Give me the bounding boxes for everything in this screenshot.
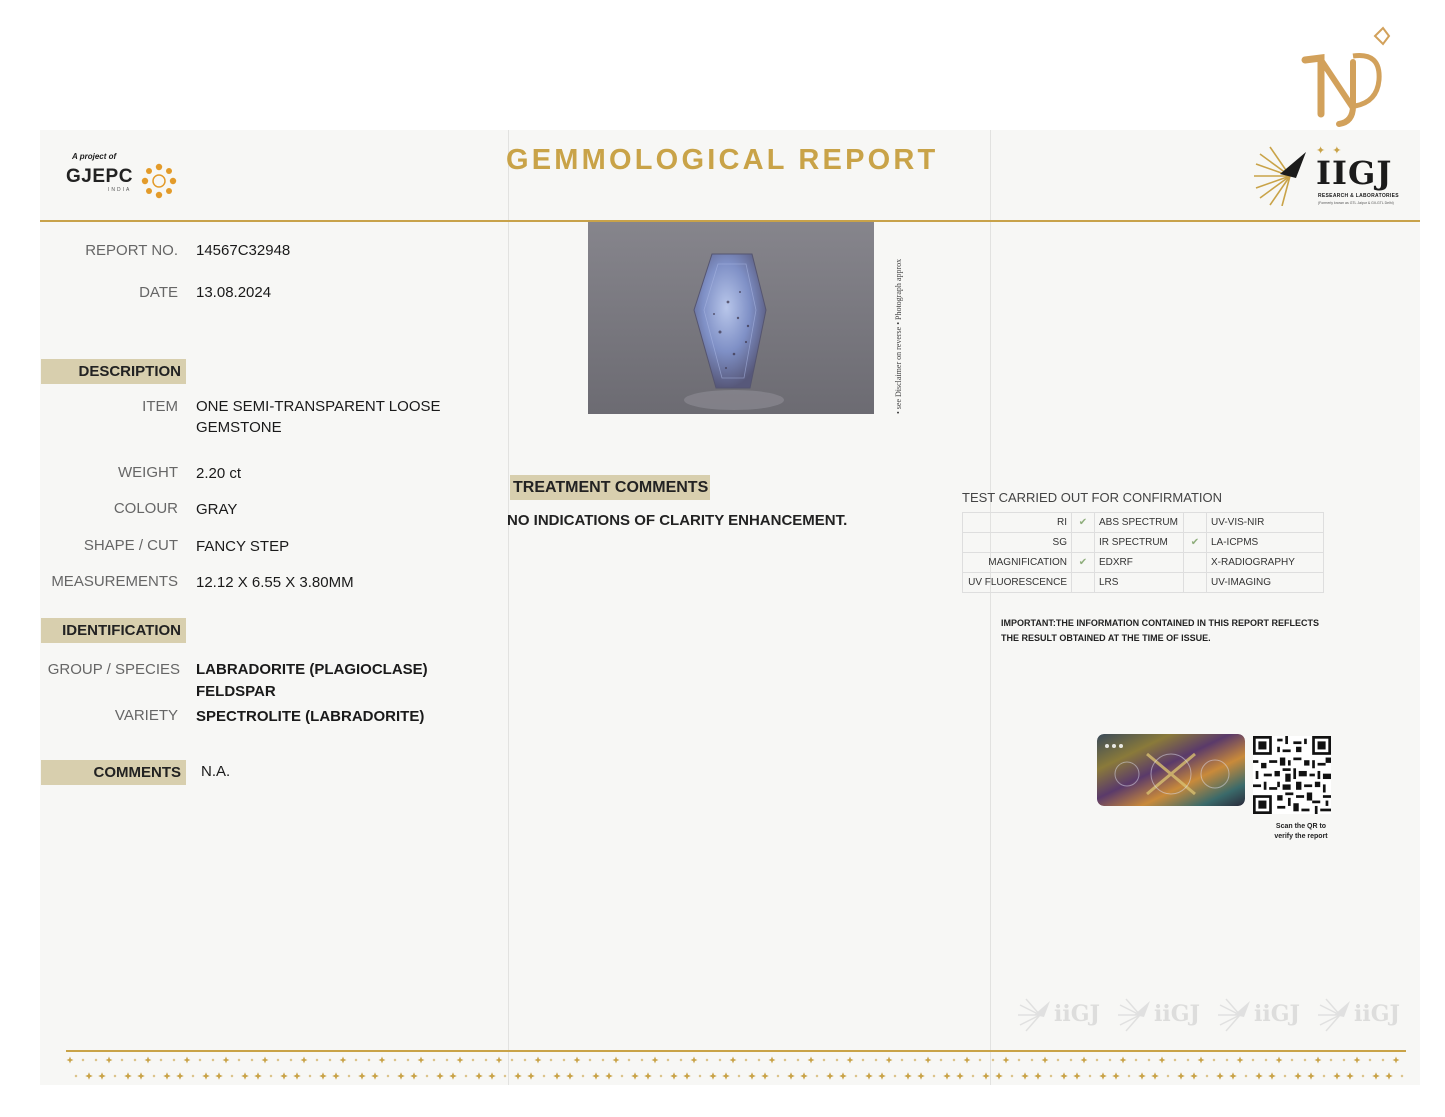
star-icon [1003,1057,1010,1064]
tests-heading: TEST CARRIED OUT FOR CONFIRMATION [962,490,1223,505]
report-date: 13.08.2024 [196,284,272,301]
star-icon [698,1074,701,1077]
star-icon [198,1058,201,1061]
gemstone-image-icon [588,222,874,414]
star-icon [1385,1072,1393,1080]
star-icon [202,1072,210,1080]
iigj-name: IIGJ [1316,154,1393,192]
check-icon [1184,513,1207,533]
star-icon [250,1058,253,1061]
treatment-value: NO INDICATIONS OF CLARITY ENHANCEMENT. [507,512,848,529]
star-icon [163,1072,171,1080]
star-icon [393,1058,396,1061]
check-icon [1184,573,1207,593]
star-icon [952,1058,955,1061]
star-icon [861,1058,864,1061]
gemstone-photo [588,222,874,414]
table-row [963,573,1324,593]
star-icon [527,1072,535,1080]
star-icon [1127,1074,1130,1077]
species-value-line1: LABRADORITE (PLAGIOCLASE) [196,661,428,678]
star-icon [787,1072,795,1080]
star-icon [397,1072,405,1080]
star-icon [1099,1072,1107,1080]
star-icon [592,1072,600,1080]
star-icon [562,1058,565,1061]
star-icon [215,1072,223,1080]
gjepc-logo [64,150,204,206]
star-icon [956,1072,964,1080]
star-icon [808,1057,815,1064]
star-icon [709,1072,717,1080]
star-icon [488,1072,496,1080]
treatment-heading: TREATMENT COMMENTS [510,475,710,500]
star-icon [535,1057,542,1064]
star-icon [510,1058,513,1061]
star-icon [1216,1072,1224,1080]
star-icon [893,1074,896,1077]
star-icon [1095,1058,1098,1061]
star-icon [1400,1074,1403,1077]
star-icon [254,1072,262,1080]
star-icon [744,1058,747,1061]
star-icon [925,1057,932,1064]
variety-value: SPECTROLITE (LABRADORITE) [196,708,425,725]
colour-label: COLOUR [113,500,178,517]
star-icon [289,1058,292,1061]
check-icon: ✔ [1072,513,1095,533]
star-icon [730,1057,737,1064]
check-icon [1072,533,1095,553]
star-icon [184,1057,191,1064]
star-icon [553,1072,561,1080]
star-icon [1354,1057,1361,1064]
item-value-line2: GEMSTONE [196,419,282,436]
star-icon [269,1074,272,1077]
report-title: GEMMOLOGICAL REPORT [506,144,939,176]
star-icon [601,1058,604,1061]
star-icon [496,1057,503,1064]
star-icon [432,1058,435,1061]
star-icon [574,1057,581,1064]
star-icon [917,1072,925,1080]
report-number: 14567C32948 [196,242,291,259]
gjepc-tagline: A project of [72,152,117,161]
star-icon [1307,1072,1315,1080]
star-icon [865,1072,873,1080]
star-icon [1081,1057,1088,1064]
star-icon [964,1057,971,1064]
star-icon [1134,1058,1137,1061]
star-icon [1290,1058,1293,1061]
star-icon [379,1057,386,1064]
tests-table [962,512,1324,593]
star-icon [230,1074,233,1077]
star-icon [106,1057,113,1064]
star-icon [1303,1058,1306,1061]
star-icon [796,1058,799,1061]
star-icon [1173,1058,1176,1061]
star-icon [1190,1072,1198,1080]
star-icon [605,1072,613,1080]
star-icon [1342,1058,1345,1061]
star-icon [1017,1058,1020,1061]
star-icon [1283,1074,1286,1077]
star-icon [172,1058,175,1061]
check-icon: ✔ [1184,533,1207,553]
star-icon [137,1072,145,1080]
star-icon [1346,1072,1354,1080]
star-icon [1276,1057,1283,1064]
star-icon [640,1058,643,1061]
star-icon [113,1074,116,1077]
star-icon [722,1072,730,1080]
star-icon [133,1058,136,1061]
iigj-logo [1250,142,1410,212]
decorative-star-border [66,1048,1406,1088]
star-icon [484,1058,487,1061]
photo-disclaimer: • see Disclaimer on reverse • Photograph approx [894,258,903,414]
star-icon [319,1072,327,1080]
star-icon [620,1074,623,1077]
star-icon [1120,1057,1127,1064]
star-icon [1229,1072,1237,1080]
star-icon [436,1072,444,1080]
star-icon [800,1072,808,1080]
star-icon [900,1058,903,1061]
star-icon [826,1072,834,1080]
star-icon [445,1058,448,1061]
check-icon [1072,573,1095,593]
star-icon [1147,1058,1150,1061]
star-icon [1205,1074,1208,1077]
star-icon [1021,1072,1029,1080]
watermark-logo: iiGJ [1316,997,1406,1033]
star-icon [1166,1074,1169,1077]
item-value-line1: ONE SEMI-TRANSPARENT LOOSE [196,398,441,415]
variety-label: VARIETY [114,707,178,724]
star-icon [1361,1074,1364,1077]
star-icon [737,1074,740,1077]
star-icon [1042,1057,1049,1064]
test-name: X-RADIOGRAPHY [1207,553,1324,573]
star-icon [340,1057,347,1064]
star-icon [666,1058,669,1061]
star-icon [503,1074,506,1077]
test-name: LA-ICPMS [1207,533,1324,553]
comments-heading: COMMENTS [41,760,186,785]
star-icon [566,1072,574,1080]
star-icon [1030,1058,1033,1061]
important-text: THE INFORMATION CONTAINED IN THIS REPORT REFLECTS THE RESULT OBTAINED AT THE TIME OF ISSUE. [1001,618,1319,643]
qr-code-icon[interactable] [1253,736,1331,814]
star-icon [854,1074,857,1077]
star-icon [1056,1058,1059,1061]
star-icon [1322,1074,1325,1077]
star-icon [1073,1072,1081,1080]
star-icon [308,1074,311,1077]
star-icon [549,1058,552,1061]
star-icon [74,1074,77,1077]
comments-value: N.A. [201,763,231,780]
watermark-sunburst-icon [1316,997,1352,1033]
star-icon [1159,1057,1166,1064]
star-icon [347,1074,350,1077]
star-icon [1112,1072,1120,1080]
star-icon [1244,1074,1247,1077]
star-icon [1151,1072,1159,1080]
watermark-logo: iiGJ [1216,997,1306,1033]
shape-label: SHAPE / CUT [83,537,178,554]
identification-heading: IDENTIFICATION [41,618,186,643]
hologram-seal [1097,734,1245,806]
star-icon [1034,1072,1042,1080]
date-label: DATE [139,284,178,301]
star-icon [354,1058,357,1061]
star-icon [471,1058,474,1061]
star-icon [683,1072,691,1080]
test-name: UV-IMAGING [1207,573,1324,593]
test-name: UV-VIS-NIR [1207,513,1324,533]
fold-line [990,130,991,1085]
star-icon [835,1058,838,1061]
test-name: MAGNIFICATION [963,553,1072,573]
nj-logo-icon [1295,22,1395,127]
star-icon [718,1058,721,1061]
star-icon [1088,1074,1091,1077]
star-icon [145,1057,152,1064]
colour-value: GRAY [196,501,238,518]
star-icon [748,1072,756,1080]
star-icon [85,1072,93,1080]
star-icon [847,1057,854,1064]
table-row [963,553,1324,573]
star-icon [1368,1058,1371,1061]
star-icon [761,1072,769,1080]
star-icon [241,1072,249,1080]
star-icon [1212,1058,1215,1061]
star-icon [627,1058,630,1061]
test-name: IR SPECTRUM [1095,533,1184,553]
star-icon [631,1072,639,1080]
star-icon [776,1074,779,1077]
star-icon [1225,1058,1228,1061]
star-icon [211,1058,214,1061]
weight-value: 2.20 ct [196,465,242,482]
star-icon [1372,1072,1380,1080]
star-icon [1060,1072,1068,1080]
star-icon [839,1072,847,1080]
watermark-logo: iiGJ [1116,997,1206,1033]
star-icon [386,1074,389,1077]
star-icon [542,1074,545,1077]
shape-value: FANCY STEP [196,538,290,555]
star-icon [1010,1074,1013,1077]
star-icon [932,1074,935,1077]
star-icon [991,1058,994,1061]
star-icon [1069,1058,1072,1061]
star-icon [1177,1072,1185,1080]
important-label: IMPORTANT: [1001,618,1056,628]
star-icon [94,1058,97,1061]
item-label: ITEM [142,398,178,415]
iigj-fine-print: (Formerly known as GTL Jaipur & GII-GTL Delhi) [1318,201,1394,205]
star-icon [301,1057,308,1064]
star-icon [1268,1072,1276,1080]
watermark-logo: iiGJ [1016,997,1106,1033]
species-value-line2: FELDSPAR [196,683,276,700]
star-icon [406,1058,409,1061]
star-icon [670,1072,678,1080]
gjepc-sunburst-icon [140,162,178,200]
star-icon [878,1072,886,1080]
star-icon [523,1058,526,1061]
star-icon [410,1072,418,1080]
test-name: RI [963,513,1072,533]
measurements-label: MEASUREMENTS [51,573,178,590]
star-icon [67,1057,74,1064]
star-icon [262,1057,269,1064]
star-icon [705,1058,708,1061]
star-icon [328,1058,331,1061]
important-note [1001,616,1331,646]
star-icon [98,1072,106,1080]
star-icon [874,1058,877,1061]
star-icon [418,1057,425,1064]
star-icon [815,1074,818,1077]
star-icon [367,1058,370,1061]
star-icon [276,1058,279,1061]
star-icon [971,1074,974,1077]
check-icon [1184,553,1207,573]
star-icon [237,1058,240,1061]
check-icon: ✔ [1072,553,1095,573]
report-number-label: REPORT NO. [85,242,178,259]
test-name: ABS SPECTRUM [1095,513,1184,533]
star-icon [913,1058,916,1061]
star-icon [120,1058,123,1061]
star-icon [978,1058,981,1061]
iigj-stars-icon: ✦ ✦ [1316,145,1344,157]
gjepc-name: GJEPC [66,166,133,187]
star-icon [769,1057,776,1064]
star-icon [176,1072,184,1080]
fold-line [508,130,509,1085]
star-icon [81,1058,84,1061]
star-icon [995,1072,1003,1080]
measurements-value: 12.12 X 6.55 X 3.80MM [196,574,354,591]
star-icon [315,1058,318,1061]
star-icon [358,1072,366,1080]
star-icon [191,1074,194,1077]
star-icon [581,1074,584,1077]
watermark-sunburst-icon [1016,997,1052,1033]
star-icon [464,1074,467,1077]
test-name: UV FLUORESCENCE [963,573,1072,593]
star-icon [1108,1058,1111,1061]
star-icon [1049,1074,1052,1077]
star-icon [1315,1057,1322,1064]
star-icon [457,1057,464,1064]
star-icon [659,1074,662,1077]
iigj-sunburst-icon [1250,144,1312,206]
species-label: GROUP / SPECIES [47,661,180,678]
star-icon [152,1074,155,1077]
star-icon [939,1058,942,1061]
table-row [963,513,1324,533]
star-icon [1393,1057,1400,1064]
star-icon [1333,1072,1341,1080]
star-icon [783,1058,786,1061]
star-icon [1251,1058,1254,1061]
star-icon [1264,1058,1267,1061]
iigj-subtitle: RESEARCH & LABORATORIES [1318,193,1399,199]
test-name: LRS [1095,573,1184,593]
weight-label: WEIGHT [118,464,178,481]
star-icon [943,1072,951,1080]
star-icon [691,1057,698,1064]
star-icon [757,1058,760,1061]
star-icon [982,1072,990,1080]
star-icon [1329,1058,1332,1061]
star-icon [124,1072,132,1080]
star-icon [1237,1057,1244,1064]
watermark-sunburst-icon [1116,997,1152,1033]
star-icon [822,1058,825,1061]
star-icon [371,1072,379,1080]
star-icon [644,1072,652,1080]
star-icon [1186,1058,1189,1061]
star-icon [1255,1072,1263,1080]
watermark-sunburst-icon [1216,997,1252,1033]
star-icon [159,1058,162,1061]
star-icon [332,1072,340,1080]
star-icon [514,1072,522,1080]
star-icon [449,1072,457,1080]
star-icon [886,1057,893,1064]
star-icon [679,1058,682,1061]
star-icon [425,1074,428,1077]
star-icon [1294,1072,1302,1080]
star-icon [1138,1072,1146,1080]
star-icon [652,1057,659,1064]
hologram-icon [1097,734,1245,806]
test-name: SG [963,533,1072,553]
star-icon [280,1072,288,1080]
star-icon [223,1057,230,1064]
test-name: EDXRF [1095,553,1184,573]
star-icon [904,1072,912,1080]
table-row [963,533,1324,553]
star-icon [1381,1058,1384,1061]
qr-caption: Scan the QR to verify the report [1274,823,1328,840]
description-heading: DESCRIPTION [41,359,186,384]
gjepc-country: INDIA [108,187,132,193]
star-icon [613,1057,620,1064]
star-icon [588,1058,591,1061]
star-icon [475,1072,483,1080]
star-icon [1198,1057,1205,1064]
star-icon [293,1072,301,1080]
